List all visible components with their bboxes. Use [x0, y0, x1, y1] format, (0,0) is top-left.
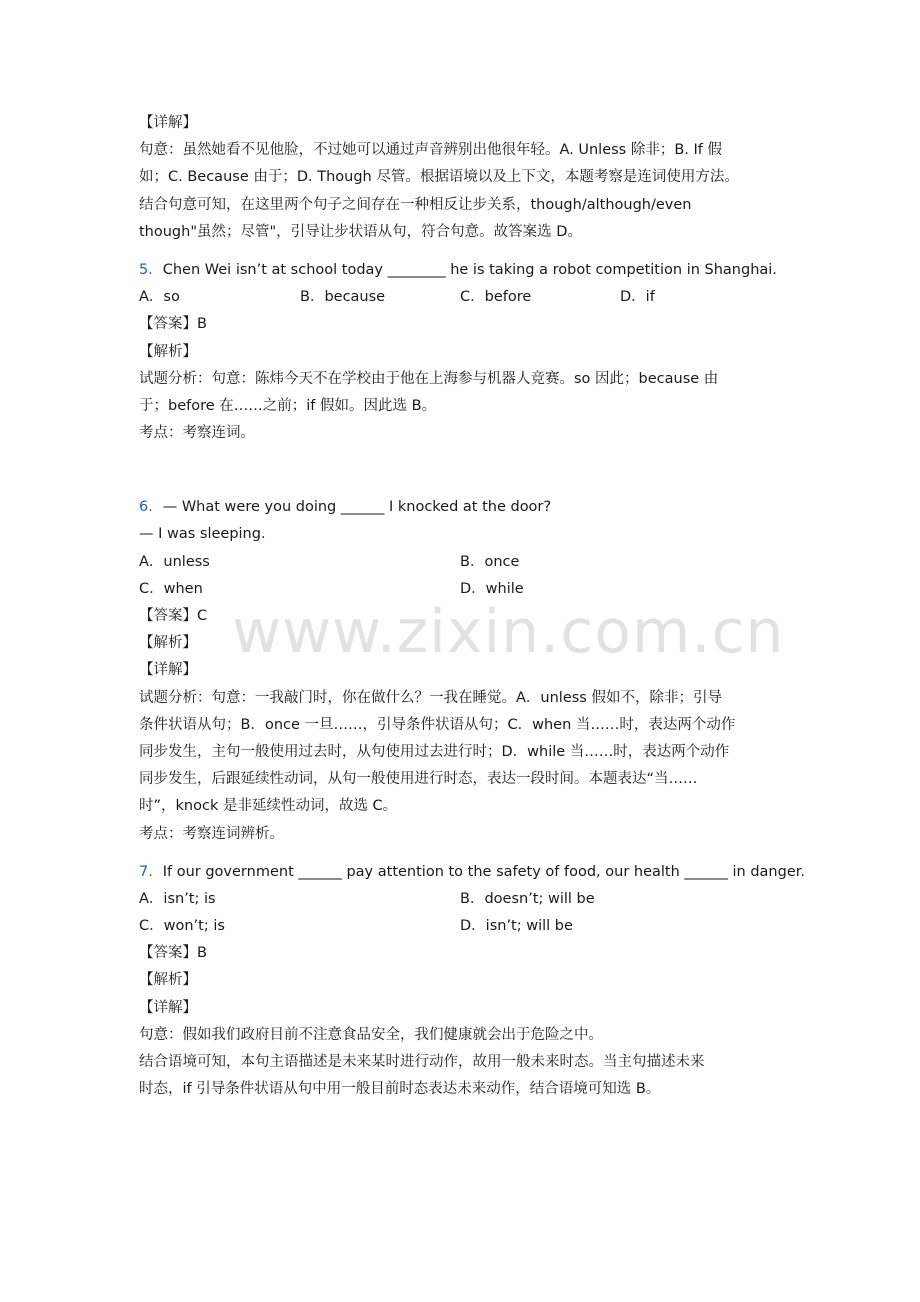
q5-option-c: C．before	[460, 289, 532, 306]
q4-detail-line-1: 句意：虽然她看不见他脸，不过她可以通过声音辨别出他很年轻。A. Unless 除非；B. If 假	[139, 142, 723, 159]
q7-option-a: A．isn’t; is	[139, 890, 216, 907]
q5-options	[139, 284, 784, 311]
q6-answer: 【答案】C	[139, 608, 208, 624]
q7-detail-line-1: 句意：假如我们政府目前不注意食品安全，我们健康就会出于危险之中。	[139, 1026, 603, 1043]
document-body	[139, 110, 805, 1103]
q6-option-c: C．when	[139, 580, 203, 597]
q6-option-a: A．unless	[139, 553, 210, 570]
q6-detail-line-2: 条件状语从句；B．once 一旦……，引导条件状语从句；C．when 当……时，表达两个动作	[139, 716, 736, 733]
q7-stem: If our government ______ pay attention to the safety of food, our health ______ in danger.	[162, 863, 805, 880]
q4-detail-label: 【详解】	[139, 115, 197, 131]
q7-option-c: C．won’t; is	[139, 918, 225, 935]
q5-option-b: B．because	[300, 289, 386, 306]
question-4-explanation	[139, 110, 784, 246]
q6-detail-label: 【详解】	[139, 662, 197, 679]
q7-number: 7．	[139, 863, 163, 880]
q5-stem: Chen Wei isn’t at school today ________ he is taking a robot competition in Shanghai.	[162, 261, 777, 278]
q5-option-d: D．if	[620, 289, 655, 306]
q6-detail-line-1: 试题分析：句意：一我敲门时，你在做什么？一我在睡觉。A．unless 假如不，除非；引导	[139, 689, 722, 706]
q7-options-row-1	[139, 886, 784, 913]
q6-kaodian: 考点：考察连词辨析。	[139, 825, 284, 842]
q6-options-row-2	[139, 576, 784, 603]
question-7	[139, 859, 805, 1104]
q5-stem-line	[139, 257, 784, 284]
q6-option-d: D．while	[460, 580, 524, 597]
q6-option-b: B．once	[460, 553, 520, 570]
q6-stem-reply: — I was sleeping.	[139, 526, 266, 543]
q6-options-row-1	[139, 549, 784, 576]
q5-answer: 【答案】B	[139, 316, 207, 333]
q5-option-a: A．so	[139, 289, 180, 306]
q6-number: 6．	[139, 499, 163, 516]
q6-detail-line-3: 同步发生，主句一般使用过去时，从句使用过去进行时；D．while 当……时，表达两个动作	[139, 743, 730, 760]
q7-stem-line	[139, 859, 805, 886]
q5-analysis-label: 【解析】	[139, 343, 197, 360]
q7-answer: 【答案】B	[139, 945, 207, 962]
q5-analysis-line-2: 于；before 在……之前；if 假如。因此选 B。	[139, 397, 437, 414]
q7-option-d: D．isn’t; will be	[460, 918, 573, 935]
q5-kaodian: 考点：考察连词。	[139, 425, 255, 442]
q4-detail-line-4: though"虽然；尽管"，引导让步状语从句，符合句意。故答案选 D。	[139, 223, 582, 240]
q7-option-b: B．doesn’t; will be	[460, 890, 595, 907]
question-6	[139, 494, 784, 847]
q7-detail-label: 【详解】	[139, 999, 197, 1016]
q5-analysis-line-1: 试题分析：句意：陈炜今天不在学校由于他在上海参与机器人竞赛。so 因此；because 由	[139, 370, 719, 387]
q6-stem: — What were you doing ______ I knocked at the door?	[162, 499, 552, 516]
q7-options-row-2	[139, 913, 784, 940]
q6-stem-line	[139, 494, 784, 521]
q6-detail-line-5: 时”，knock 是非延续性动词，故选 C。	[139, 798, 398, 815]
q7-analysis-label: 【解析】	[139, 972, 197, 989]
q6-analysis-label: 【解析】	[139, 635, 197, 652]
q7-detail-line-2: 结合语境可知，本句主语描述是未来某时进行动作，故用一般未来时态。当主句描述未来	[139, 1054, 705, 1070]
q4-detail-line-3: 结合句意可知，在这里两个句子之间存在一种相反让步关系，though/although/even	[139, 196, 692, 213]
q6-detail-line-4: 同步发生，后跟延续性动词，从句一般使用进行时态，表达一段时间。本题表达“当……	[139, 771, 698, 788]
watermark: www.zixin.com.cn	[232, 597, 785, 667]
q5-number: 5．	[139, 261, 163, 278]
question-5	[139, 257, 784, 447]
q4-detail-line-2: 如；C. Because 由于；D. Though 尽管。根据语境以及上下文，本题考察是连词使用方法。	[139, 169, 739, 186]
q7-detail-line-3: 时态，if 引导条件状语从句中用一般目前时态表达未来动作，结合语境可知选 B。	[139, 1081, 661, 1098]
